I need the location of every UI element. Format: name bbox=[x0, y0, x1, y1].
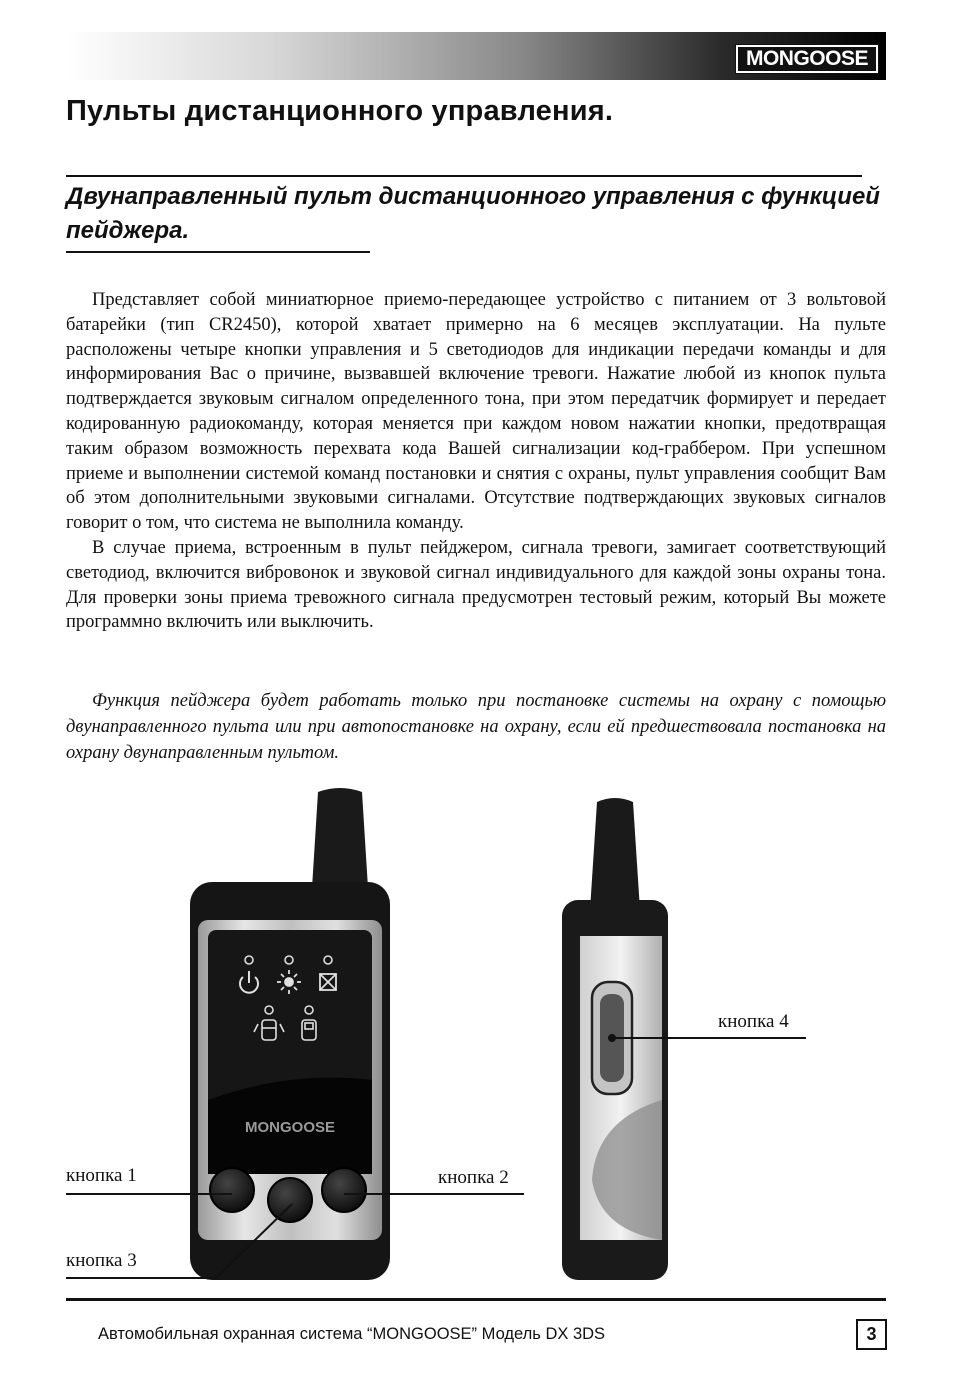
paragraph: В случае приема, встроенным в пульт пейджером, сигнала тревоги, замигает соответствующий светодиод, включится вибровонок и звуковой сигнал индивидуального для каждой зоны охраны тона. Для проверки зоны приема тревожного сигнала предусмотрен тестовый режим, который Вы можете программно включить или выключить. bbox=[66, 537, 886, 633]
button-1[interactable] bbox=[210, 1168, 254, 1212]
header-gradient-bar bbox=[66, 32, 886, 80]
callout-lines bbox=[66, 1038, 806, 1278]
remote-figure bbox=[0, 770, 954, 1300]
subtitle-underline bbox=[66, 251, 370, 253]
callout-button-4: кнопка 4 bbox=[718, 1011, 789, 1032]
section-subtitle: Двунаправленный пульт дистанционного управления с функцией пейджера. bbox=[66, 183, 880, 244]
body-text bbox=[66, 288, 886, 635]
pager-note: Функция пейджера будет работать только при постановке системы на охрану с помощью двунаправленного пульта или при автопостановке на охрану, если ей предшествовала постановка на охрану двунаправленным пультом. bbox=[66, 691, 886, 763]
brand-logo: MONGOOSE bbox=[736, 45, 878, 73]
paragraph: Представляет собой миниатюрное приемо-передающее устройство с питанием от 3 вольтовой батарейки (тип CR2450), которой хватает примерно на 6 месяцев эксплуатации. На пульте расположены четыре кнопки управления и 5 светодиодов для индикации передачи команды и для информирования Вас о причине, вызвавшей включение тревоги. Нажатие любой из кнопок пульта подтверждается звуковым сигналом определенного тона, при этом передатчик формирует и передает кодированную радиокоманду, которая меняется при каждом новом нажатии кнопки, предотвращая таким образом возможность перехвата кода Вашей сигнализации код-граббером. При успешном приеме и выполнении системой команд постановки и снятия с охраны, пульт управления сообщит Вам об этом дополнительными звуковыми сигналами. Отсутствие подтверждающих звуковых сигналов говорит о том, что система не выполнила команду. bbox=[66, 290, 886, 534]
button-2[interactable] bbox=[322, 1168, 366, 1212]
page-title: Пульты дистанционного управления. bbox=[66, 95, 614, 127]
section-divider bbox=[66, 175, 862, 177]
footer-divider bbox=[66, 1298, 886, 1301]
remote-illustration bbox=[0, 770, 954, 1300]
callout-button-3: кнопка 3 bbox=[66, 1250, 137, 1271]
page-number: 3 bbox=[856, 1319, 887, 1350]
callout-button-1: кнопка 1 bbox=[66, 1165, 137, 1186]
footer-text: Автомобильная охранная система “MONGOOSE” Модель DX 3DS bbox=[98, 1325, 606, 1343]
device-logo: MONGOOSE bbox=[244, 1119, 336, 1136]
side-antenna bbox=[590, 798, 640, 910]
button-3[interactable] bbox=[268, 1178, 312, 1222]
callout-button-2: кнопка 2 bbox=[438, 1167, 509, 1188]
